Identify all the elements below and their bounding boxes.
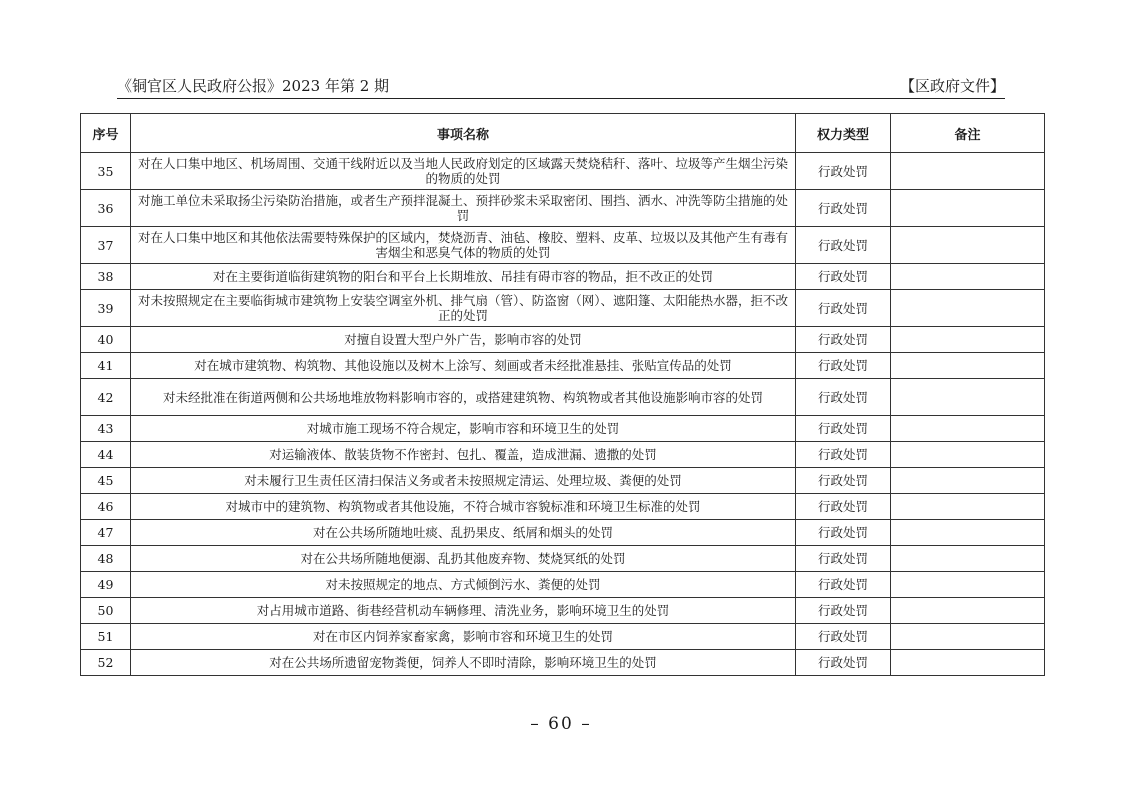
row-item-name: 对未按照规定在主要临街城市建筑物上安装空调室外机、排气扇（管）、防盗窗（网）、遮阳篷、太阳能热水器，拒不改正的处罚 xyxy=(131,290,796,327)
table-header-row xyxy=(81,114,1045,153)
row-item-name: 对在城市建筑物、构筑物、其他设施以及树木上涂写、刻画或者未经批准悬挂、张贴宣传品的处罚 xyxy=(131,353,796,379)
table-row xyxy=(81,468,1045,494)
row-remark xyxy=(891,572,1045,598)
row-item-name: 对未经批准在街道两侧和公共场地堆放物料影响市容的，或搭建建筑物、构筑物或者其他设施影响市容的处罚 xyxy=(131,379,796,416)
row-item-name: 对占用城市道路、街巷经营机动车辆修理、清洗业务，影响环境卫生的处罚 xyxy=(131,598,796,624)
row-item-name: 对在公共场所随地便溺、乱扔其他废弃物、焚烧冥纸的处罚 xyxy=(131,546,796,572)
row-power-type: 行政处罚 xyxy=(796,650,891,676)
table-row xyxy=(81,442,1045,468)
table-row xyxy=(81,598,1045,624)
table-row xyxy=(81,494,1045,520)
row-power-type: 行政处罚 xyxy=(796,598,891,624)
power-list-table xyxy=(80,113,1045,676)
row-power-type: 行政处罚 xyxy=(796,572,891,598)
row-power-type: 行政处罚 xyxy=(796,327,891,353)
row-remark xyxy=(891,520,1045,546)
row-remark xyxy=(891,379,1045,416)
table-row xyxy=(81,153,1045,190)
row-remark xyxy=(891,227,1045,264)
column-header-remark: 备注 xyxy=(891,114,1045,153)
row-power-type: 行政处罚 xyxy=(796,468,891,494)
row-power-type: 行政处罚 xyxy=(796,442,891,468)
row-seq: 46 xyxy=(81,494,131,520)
row-seq: 41 xyxy=(81,353,131,379)
row-remark xyxy=(891,264,1045,290)
row-remark xyxy=(891,353,1045,379)
row-seq: 38 xyxy=(81,264,131,290)
table-row xyxy=(81,290,1045,327)
row-item-name: 对在市区内饲养家畜家禽，影响市容和环境卫生的处罚 xyxy=(131,624,796,650)
table-row xyxy=(81,546,1045,572)
row-seq: 49 xyxy=(81,572,131,598)
row-power-type: 行政处罚 xyxy=(796,190,891,227)
table-row xyxy=(81,624,1045,650)
row-seq: 37 xyxy=(81,227,131,264)
column-header-type: 权力类型 xyxy=(796,114,891,153)
row-item-name: 对在公共场所随地吐痰、乱扔果皮、纸屑和烟头的处罚 xyxy=(131,520,796,546)
row-item-name: 对城市施工现场不符合规定，影响市容和环境卫生的处罚 xyxy=(131,416,796,442)
row-item-name: 对在公共场所遗留宠物粪便，饲养人不即时清除，影响环境卫生的处罚 xyxy=(131,650,796,676)
row-remark xyxy=(891,153,1045,190)
row-power-type: 行政处罚 xyxy=(796,416,891,442)
row-item-name: 对在人口集中地区和其他依法需要特殊保护的区域内，焚烧沥青、油毡、橡胶、塑料、皮革、垃圾以及其他产生有毒有害烟尘和恶臭气体的物质的处罚 xyxy=(131,227,796,264)
column-header-name: 事项名称 xyxy=(131,114,796,153)
row-remark xyxy=(891,327,1045,353)
row-power-type: 行政处罚 xyxy=(796,353,891,379)
row-remark xyxy=(891,468,1045,494)
row-power-type: 行政处罚 xyxy=(796,153,891,190)
row-power-type: 行政处罚 xyxy=(796,227,891,264)
row-seq: 35 xyxy=(81,153,131,190)
table-row xyxy=(81,327,1045,353)
row-power-type: 行政处罚 xyxy=(796,264,891,290)
row-seq: 48 xyxy=(81,546,131,572)
row-remark xyxy=(891,546,1045,572)
header-divider xyxy=(117,98,1005,99)
page-number: – 60 – xyxy=(530,714,592,734)
row-remark xyxy=(891,442,1045,468)
row-seq: 47 xyxy=(81,520,131,546)
table-row xyxy=(81,264,1045,290)
row-power-type: 行政处罚 xyxy=(796,290,891,327)
row-remark xyxy=(891,290,1045,327)
row-remark xyxy=(891,650,1045,676)
row-item-name: 对城市中的建筑物、构筑物或者其他设施，不符合城市容貌标准和环境卫生标准的处罚 xyxy=(131,494,796,520)
row-seq: 45 xyxy=(81,468,131,494)
row-item-name: 对在人口集中地区、机场周围、交通干线附近以及当地人民政府划定的区域露天焚烧秸秆、落叶、垃圾等产生烟尘污染的物质的处罚 xyxy=(131,153,796,190)
row-seq: 50 xyxy=(81,598,131,624)
row-seq: 43 xyxy=(81,416,131,442)
table-row xyxy=(81,190,1045,227)
row-remark xyxy=(891,624,1045,650)
row-item-name: 对未按照规定的地点、方式倾倒污水、粪便的处罚 xyxy=(131,572,796,598)
row-remark xyxy=(891,494,1045,520)
row-power-type: 行政处罚 xyxy=(796,379,891,416)
row-seq: 52 xyxy=(81,650,131,676)
table-row xyxy=(81,227,1045,264)
row-power-type: 行政处罚 xyxy=(796,520,891,546)
row-remark xyxy=(891,598,1045,624)
bulletin-title: 《铜官区人民政府公报》2023 年第 2 期 xyxy=(117,77,390,95)
row-seq: 51 xyxy=(81,624,131,650)
row-item-name: 对在主要街道临街建筑物的阳台和平台上长期堆放、吊挂有碍市容的物品，拒不改正的处罚 xyxy=(131,264,796,290)
table-row xyxy=(81,572,1045,598)
row-seq: 39 xyxy=(81,290,131,327)
table-row xyxy=(81,520,1045,546)
row-remark xyxy=(891,190,1045,227)
table-row xyxy=(81,416,1045,442)
section-label: 【区政府文件】 xyxy=(899,77,1005,95)
row-seq: 40 xyxy=(81,327,131,353)
table-row xyxy=(81,379,1045,416)
row-remark xyxy=(891,416,1045,442)
table-row xyxy=(81,650,1045,676)
row-power-type: 行政处罚 xyxy=(796,624,891,650)
row-seq: 44 xyxy=(81,442,131,468)
row-seq: 36 xyxy=(81,190,131,227)
row-item-name: 对擅自设置大型户外广告，影响市容的处罚 xyxy=(131,327,796,353)
row-power-type: 行政处罚 xyxy=(796,494,891,520)
table-row xyxy=(81,353,1045,379)
row-item-name: 对施工单位未采取扬尘污染防治措施，或者生产预拌混凝土、预拌砂浆未采取密闭、围挡、洒水、冲洗等防尘措施的处罚 xyxy=(131,190,796,227)
row-seq: 42 xyxy=(81,379,131,416)
column-header-seq: 序号 xyxy=(81,114,131,153)
row-item-name: 对运输液体、散装货物不作密封、包扎、覆盖，造成泄漏、遗撒的处罚 xyxy=(131,442,796,468)
row-item-name: 对未履行卫生责任区清扫保洁义务或者未按照规定清运、处理垃圾、粪便的处罚 xyxy=(131,468,796,494)
row-power-type: 行政处罚 xyxy=(796,546,891,572)
